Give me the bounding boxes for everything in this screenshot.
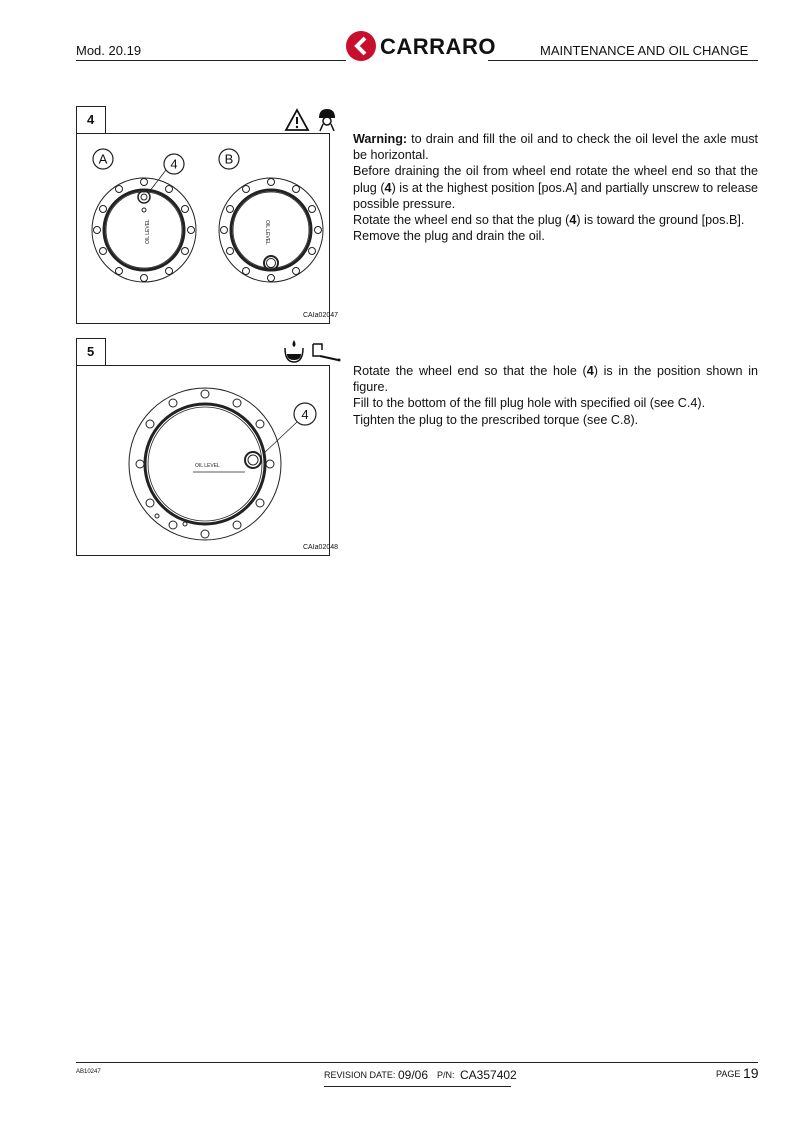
revision-date: 09/06	[398, 1068, 429, 1082]
label-b: B	[224, 151, 234, 167]
step-4-number: 4	[76, 106, 106, 134]
part-number: CA357402	[460, 1068, 517, 1082]
doc-code: AB10247	[76, 1069, 101, 1075]
step-5-line-2: Fill to the bottom of the fill plug hole with specified oil (see C.4).	[353, 396, 706, 411]
warning-triangle-icon	[284, 108, 310, 132]
header-rule-right	[488, 60, 758, 61]
warning-text: to drain and fill the oil and to check the oil level the axle must be horizontal.	[353, 132, 758, 163]
page-number: 19	[743, 1065, 759, 1081]
carraro-logo-icon	[346, 31, 376, 61]
callout-4-step5: 4	[301, 407, 309, 422]
step-4-line-4: Remove the plug and drain the oil.	[353, 229, 545, 244]
wheel-hub-diagram-oil-level	[77, 366, 329, 555]
step-4-figure	[76, 133, 339, 324]
step-5-line-1c: ) is in the position shown in figure.	[353, 364, 758, 395]
step-5-text	[353, 363, 758, 428]
header-rule-left	[76, 60, 346, 61]
figure-5-caption: CAIa02048	[303, 544, 339, 551]
step-4-plug-ref: 4	[384, 180, 392, 195]
page-label: PAGE	[716, 1069, 741, 1079]
step-4-text	[353, 131, 758, 244]
step-4-line-3c: ) is toward the ground [pos.B].	[576, 213, 745, 228]
section-title: MAINTENANCE AND OIL CHANGE	[540, 43, 749, 58]
revision-label: REVISION DATE:	[324, 1070, 396, 1080]
oil-drain-icon	[282, 338, 306, 364]
model-number: Mod. 20.19	[76, 43, 142, 58]
callout-4-a: 4	[170, 156, 178, 172]
step-4-line-2a: Before draining the oil from wheel end rotate the wheel end so that the plug (	[353, 164, 758, 195]
oil-level-mark: OIL LEVEL	[195, 463, 220, 469]
oil-level-mark-a: OIL LEVEL	[145, 219, 151, 244]
wheel-hub-diagram-a-b	[77, 134, 329, 323]
wrench-icon	[310, 340, 342, 362]
step-4-plug-ref-2: 4	[569, 213, 577, 228]
step-5-number: 5	[76, 338, 106, 366]
warning-label: Warning:	[353, 132, 408, 146]
label-a: A	[98, 151, 108, 167]
step-5-hole-ref: 4	[586, 364, 594, 378]
step-5-figure	[76, 365, 339, 556]
brand-logo-text: CARRARO	[380, 34, 496, 59]
footer-subrule	[324, 1086, 511, 1087]
callout-4-leader-a	[149, 170, 166, 192]
step-5-line-3: Tighten the plug to the prescribed torque (see C.8).	[353, 412, 639, 427]
footer-rule	[76, 1062, 758, 1063]
pn-label: P/N:	[437, 1070, 455, 1080]
oil-level-mark-b: OIL LEVEL	[264, 220, 270, 245]
step-4-line-2c: ) is at the highest position [pos.A] and partially unscrew to release possible pressure.	[353, 180, 758, 211]
figure-4-caption: CAIa02047	[303, 312, 339, 319]
step-5-line-1a: Rotate the wheel end so that the hole (	[353, 364, 587, 378]
step-4-line-3a: Rotate the wheel end so that the plug (	[353, 213, 570, 228]
operator-safety-icon	[315, 106, 339, 132]
